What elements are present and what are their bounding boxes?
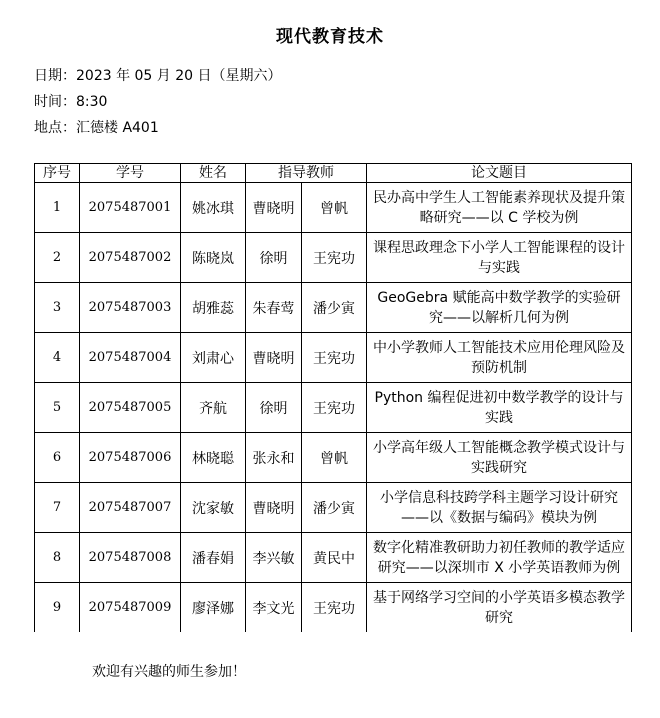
- cell-student-id: 2075487002: [80, 233, 181, 283]
- cell-advisor-1: 徐明: [246, 383, 302, 433]
- cell-topic: 小学高年级人工智能概念教学模式设计与实践研究: [367, 433, 632, 483]
- cell-name: 胡雅蕊: [181, 283, 246, 333]
- cell-topic: Python 编程促进初中数学教学的设计与实践: [367, 383, 632, 433]
- table-row: [35, 383, 632, 433]
- cell-student-id: 2075487007: [80, 483, 181, 533]
- cell-student-id: 2075487001: [80, 183, 181, 233]
- cell-advisor-2: 曾帆: [302, 183, 367, 233]
- cell-seq: 8: [35, 533, 80, 583]
- table-row: [35, 183, 632, 233]
- cell-advisor-1: 曹晓明: [246, 183, 302, 233]
- header-advisors: 指导教师: [246, 164, 367, 183]
- cell-advisor-1: 张永和: [246, 433, 302, 483]
- cell-seq: 2: [35, 233, 80, 283]
- cell-seq: 6: [35, 433, 80, 483]
- cell-name: 廖泽娜: [181, 583, 246, 633]
- cell-advisor-1: 朱春莺: [246, 283, 302, 333]
- cell-name: 沈家敏: [181, 483, 246, 533]
- table-row: [35, 233, 632, 283]
- cell-student-id: 2075487004: [80, 333, 181, 383]
- cell-name: 林晓聪: [181, 433, 246, 483]
- cell-advisor-1: 曹晓明: [246, 483, 302, 533]
- info-date: 日期：2023 年 05 月 20 日（星期六）: [34, 68, 282, 84]
- cell-topic: 课程思政理念下小学人工智能课程的设计与实践: [367, 233, 632, 283]
- cell-advisor-1: 徐明: [246, 233, 302, 283]
- cell-advisor-2: 王宪功: [302, 583, 367, 633]
- table-row: [35, 333, 632, 383]
- table-row: [35, 433, 632, 483]
- footer-invitation: 欢迎有兴趣的师生参加！: [92, 664, 246, 680]
- table-row: [35, 283, 632, 333]
- cell-name: 姚冰琪: [181, 183, 246, 233]
- cell-student-id: 2075487003: [80, 283, 181, 333]
- cell-topic: 基于网络学习空间的小学英语多模态教学研究: [367, 583, 632, 633]
- cell-student-id: 2075487006: [80, 433, 181, 483]
- cell-topic: 中小学教师人工智能技术应用伦理风险及预防机制: [367, 333, 632, 383]
- cell-advisor-2: 曾帆: [302, 433, 367, 483]
- cell-seq: 5: [35, 383, 80, 433]
- cell-seq: 1: [35, 183, 80, 233]
- cell-advisor-2: 黄民中: [302, 533, 367, 583]
- cell-name: 齐航: [181, 383, 246, 433]
- document-title: 现代教育技术: [276, 27, 384, 47]
- cell-name: 陈晓岚: [181, 233, 246, 283]
- cell-advisor-2: 潘少寅: [302, 283, 367, 333]
- header-seq: 序号: [35, 164, 80, 183]
- cell-seq: 9: [35, 583, 80, 633]
- thesis-table: [34, 163, 632, 632]
- cell-name: 潘春娟: [181, 533, 246, 583]
- cell-student-id: 2075487005: [80, 383, 181, 433]
- header-topic: 论文题目: [367, 164, 632, 183]
- cell-advisor-2: 王宪功: [302, 333, 367, 383]
- cell-advisor-2: 潘少寅: [302, 483, 367, 533]
- cell-topic: GeoGebra 赋能高中数学教学的实验研究——以解析几何为例: [367, 283, 632, 333]
- cell-advisor-1: 李文光: [246, 583, 302, 633]
- table-row: [35, 533, 632, 583]
- info-place: 地点：汇德楼 A401: [34, 120, 159, 136]
- cell-advisor-1: 曹晓明: [246, 333, 302, 383]
- cell-student-id: 2075487009: [80, 583, 181, 633]
- cell-topic: 民办高中学生人工智能素养现状及提升策略研究——以 C 学校为例: [367, 183, 632, 233]
- header-name: 姓名: [181, 164, 246, 183]
- cell-seq: 7: [35, 483, 80, 533]
- cell-student-id: 2075487008: [80, 533, 181, 583]
- cell-advisor-2: 王宪功: [302, 383, 367, 433]
- info-time: 时间：8:30: [34, 94, 108, 110]
- header-student-id: 学号: [80, 164, 181, 183]
- cell-advisor-2: 王宪功: [302, 233, 367, 283]
- table-row: [35, 483, 632, 533]
- table-row: [35, 583, 632, 633]
- cell-topic: 数字化精准教研助力初任教师的教学适应研究——以深圳市 X 小学英语教师为例: [367, 533, 632, 583]
- cell-seq: 4: [35, 333, 80, 383]
- table-header-row: [35, 164, 632, 183]
- cell-name: 刘肃心: [181, 333, 246, 383]
- cell-advisor-1: 李兴敏: [246, 533, 302, 583]
- cell-topic: 小学信息科技跨学科主题学习设计研究——以《数据与编码》模块为例: [367, 483, 632, 533]
- cell-seq: 3: [35, 283, 80, 333]
